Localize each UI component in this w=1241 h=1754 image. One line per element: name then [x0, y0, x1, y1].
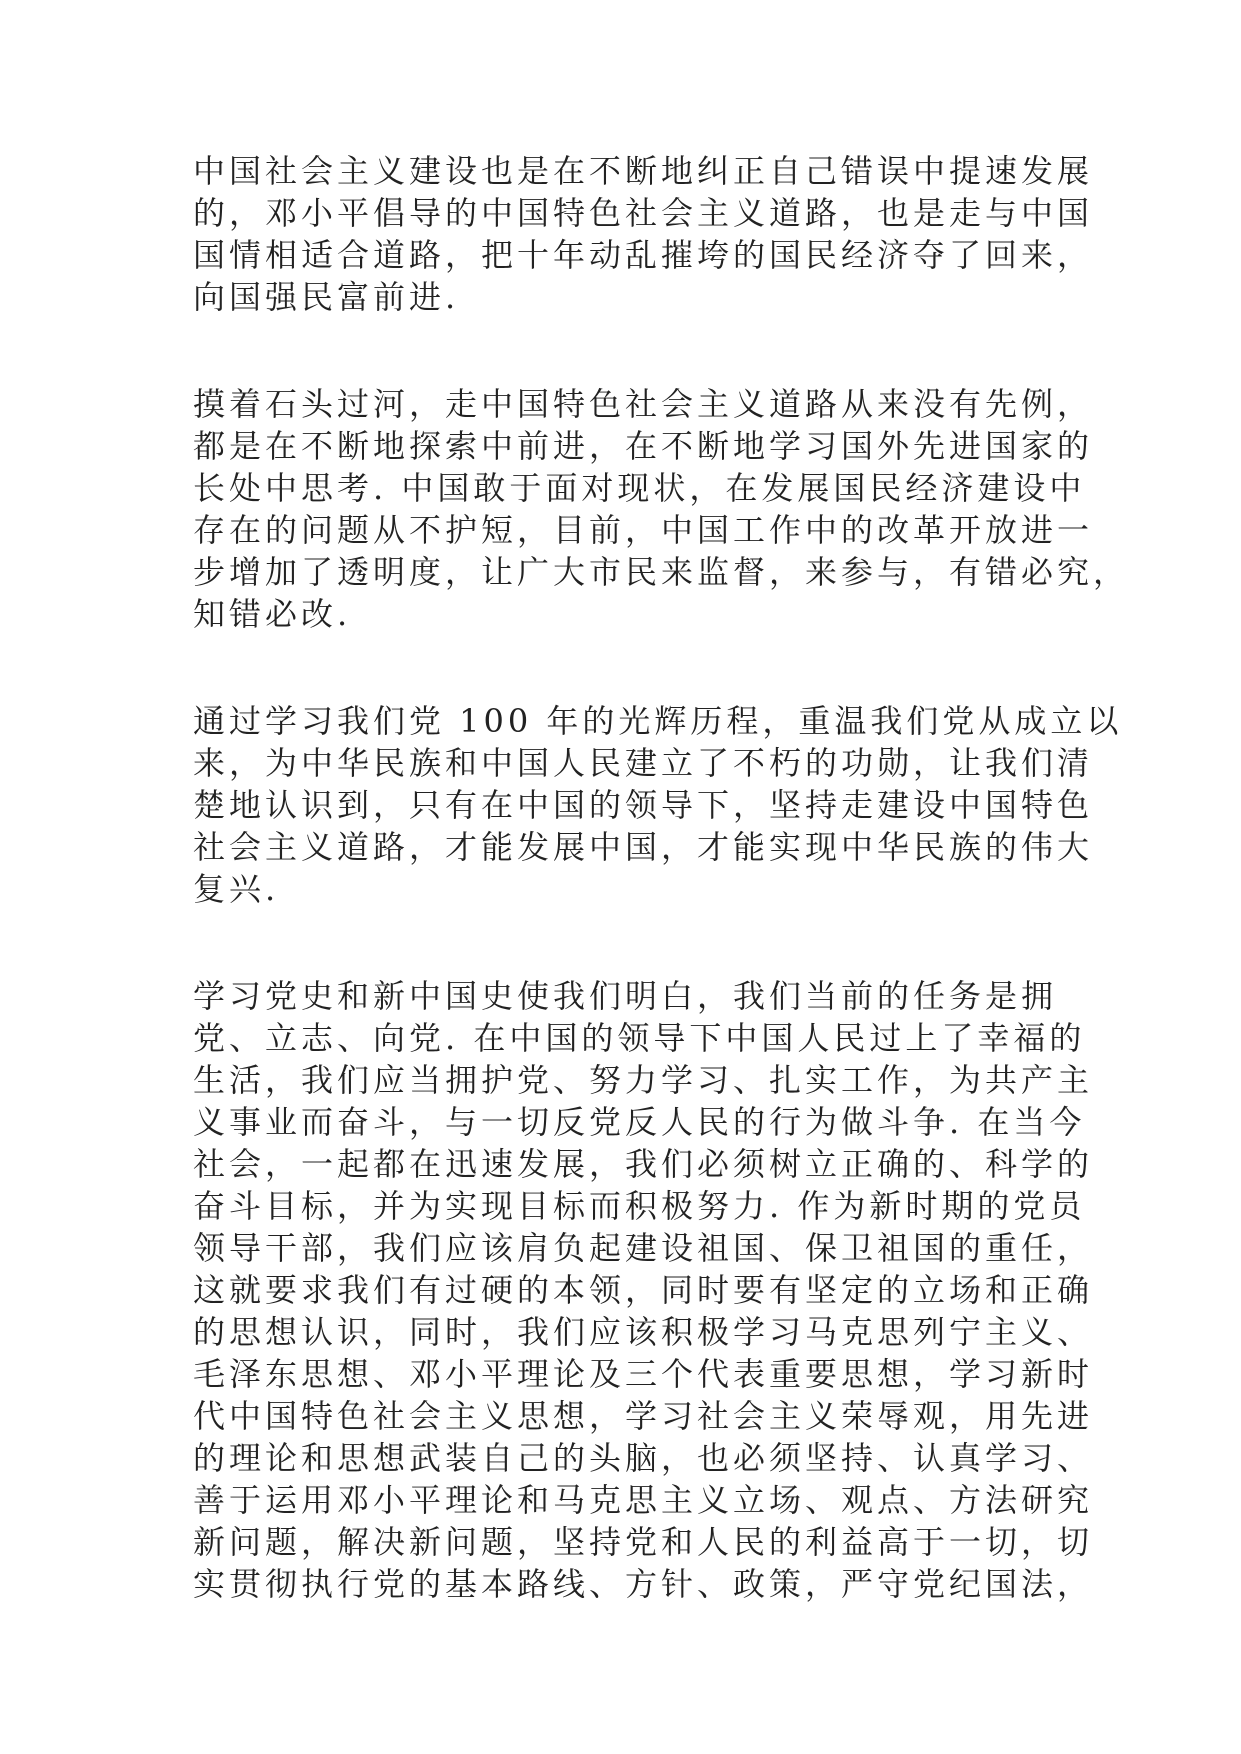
paragraph-line: 中国社会主义建设也是在不断地纠正自己错误中提速发展 [193, 152, 1094, 190]
paragraph-line: 代中国特色社会主义思想，学习社会主义荣辱观，用先进 [193, 1397, 1094, 1435]
paragraph-line: 来，为中华民族和中国人民建立了不朽的功勋，让我们清 [193, 744, 1094, 782]
paragraph-4 [193, 975, 1094, 1605]
paragraph-line: 奋斗目标，并为实现目标而积极努力. 作为新时期的党员 [193, 1187, 1086, 1225]
paragraph-line: 都是在不断地探索中前进，在不断地学习国外先进国家的 [193, 427, 1094, 465]
paragraph-line: 党、立志、向党. 在中国的领导下中国人民过上了幸福的 [193, 1019, 1086, 1057]
paragraph-line: 这就要求我们有过硬的本领，同时要有坚定的立场和正确 [193, 1271, 1094, 1309]
paragraph-line: 向国强民富前进. [193, 278, 460, 316]
paragraph-line: 步增加了透明度，让广大市民来监督，来参与，有错必究， [193, 553, 1130, 591]
paragraph-line: 新问题，解决新问题，坚持党和人民的利益高于一切，切 [193, 1523, 1094, 1561]
paragraph-line: 的思想认识，同时，我们应该积极学习马克思列宁主义、 [193, 1313, 1094, 1351]
paragraph-line: 楚地认识到，只有在中国的领导下，坚持走建设中国特色 [193, 786, 1094, 824]
paragraph-line: 摸着石头过河，走中国特色社会主义道路从来没有先例， [193, 385, 1094, 423]
paragraph-line: 复兴. [193, 870, 280, 908]
document-body [193, 150, 1130, 1670]
paragraph-line: 学习党史和新中国史使我们明白，我们当前的任务是拥 [193, 977, 1058, 1015]
paragraph-line: 义事业而奋斗，与一切反党反人民的行为做斗争. 在当今 [193, 1103, 1086, 1141]
paragraph-line: 的理论和思想武装自己的头脑，也必须坚持、认真学习、 [193, 1439, 1094, 1477]
paragraph-line: 的，邓小平倡导的中国特色社会主义道路，也是走与中国 [193, 194, 1094, 232]
paragraph-line: 通过学习我们党 100 年的光辉历程，重温我们党从成立以 [193, 702, 1123, 740]
paragraph-line: 知错必改. [193, 595, 352, 633]
paragraph-line: 毛泽东思想、邓小平理论及三个代表重要思想，学习新时 [193, 1355, 1094, 1393]
paragraph-line: 善于运用邓小平理论和马克思主义立场、观点、方法研究 [193, 1481, 1094, 1519]
paragraph-line: 存在的问题从不护短，目前，中国工作中的改革开放进一 [193, 511, 1094, 549]
paragraph-1 [193, 150, 1094, 318]
paragraph-line: 实贯彻执行党的基本路线、方针、政策，严守党纪国法， [193, 1565, 1094, 1603]
paragraph-3 [193, 700, 1123, 910]
paragraph-line: 社会，一起都在迅速发展，我们必须树立正确的、科学的 [193, 1145, 1094, 1183]
paragraph-line: 社会主义道路，才能发展中国，才能实现中华民族的伟大 [193, 828, 1094, 866]
paragraph-2 [193, 383, 1130, 635]
paragraph-line: 领导干部，我们应该肩负起建设祖国、保卫祖国的重任， [193, 1229, 1094, 1267]
paragraph-line: 生活，我们应当拥护党、努力学习、扎实工作，为共产主 [193, 1061, 1094, 1099]
paragraph-line: 长处中思考. 中国敢于面对现状，在发展国民经济建设中 [193, 469, 1086, 507]
paragraph-line: 国情相适合道路，把十年动乱摧垮的国民经济夺了回来， [193, 236, 1094, 274]
